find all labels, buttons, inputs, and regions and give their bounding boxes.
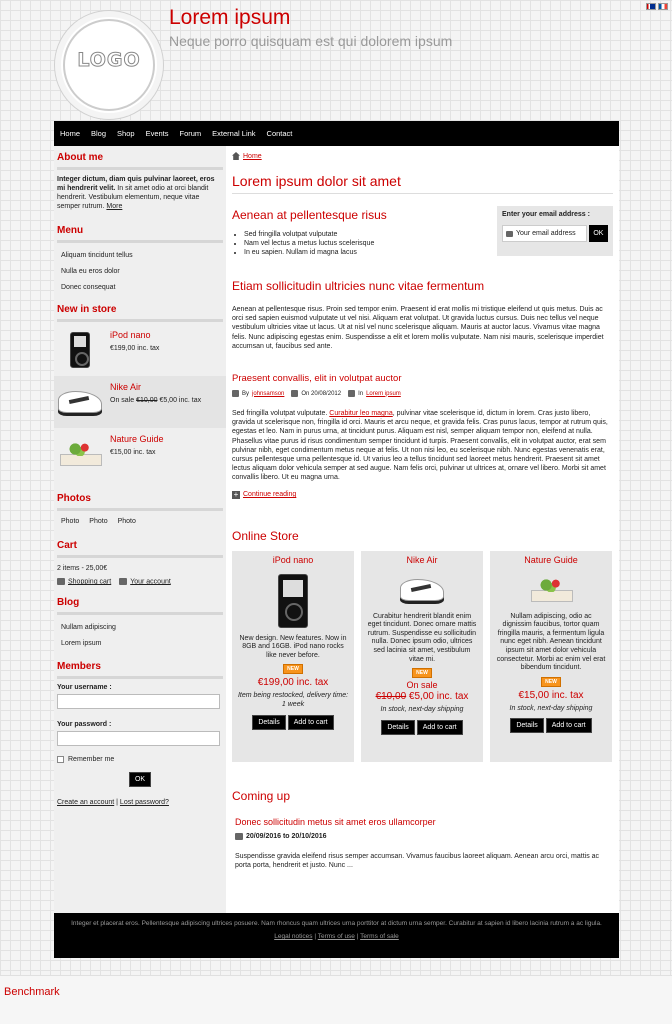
article-text (232, 409, 613, 483)
footer-text: Integer et placerat eros. Pellentesque adipiscing ultrices posuere. Nam rhoncus quam ultrices urna porttitor at dictum urna semper. Curabitur at sapien id libero lacinia rutrum a ac ligula. (71, 920, 602, 927)
product-description: New design. New features. Now in 8GB and 16GB. iPod nano rocks like never before. (239, 634, 347, 659)
new-in-store-block (54, 298, 226, 322)
product-name[interactable]: Nike Air (110, 382, 142, 392)
new-badge: NEW (541, 677, 561, 687)
add-to-cart-button[interactable]: Add to cart (546, 718, 592, 733)
add-to-cart-button[interactable]: Add to cart (417, 720, 463, 735)
home-icon (232, 152, 240, 160)
account-icon (119, 578, 127, 585)
login-ok-button[interactable]: OK (129, 772, 151, 787)
article-inline-link[interactable]: Curabitur leo magna (329, 410, 393, 418)
create-account-link[interactable]: Create an account (57, 799, 115, 807)
ipod-icon (278, 574, 308, 628)
blog-list (57, 620, 223, 652)
continue-reading-link[interactable]: Continue reading (243, 491, 297, 499)
site-logo[interactable] (54, 10, 164, 120)
details-button[interactable]: Details (252, 715, 285, 730)
article-text-rest: , pulvinar vitae scelerisque id, dictum in lorem. Cras justo libero, gravida ut scelerisque non, fringilla id orci. Mauris et arcu neque, et gravida felis. Cras purus lacus, tempor at rutrum quis, egestas et leo. Nam in purus urna, at tincidunt purus. Aliquam est nisl, semper aliquam tempor non, eleifend at nulla. Phasellus vitae purus id risus condimentum semper tincidunt id turpis. Praesent convallis, elit in volutpat auctor, erat sem pulvinar nibh, eget condimentum metus neque at felis. Ut non nisi leo, eu scelerisque nibh. Nunc egestas venenatis erat, cursus pellentesque urna pellentesque id. Ut varius leo a tellus tincidunt sed laoreet metus hendrerit. Praesent sit amet lectus aliquam dolor vehicula semper at sed augue. Nam felis orci, pulvinar ut ultrices at, ornare vel libero. Morbi sit amet convallis libero. Ut eu magna urna. (232, 410, 608, 482)
login-submit-wrap (57, 772, 223, 787)
bullet-item: • In eu sapien. Nullam id magna lacus (244, 248, 613, 257)
about-text (57, 175, 223, 211)
login-links (57, 799, 223, 806)
continue-reading (232, 491, 613, 499)
product-price (366, 691, 478, 702)
article-text-start: Sed fringilla volutpat vulputate. (232, 410, 330, 418)
product-name[interactable]: iPod nano (110, 330, 151, 340)
product-name[interactable]: Nature Guide (524, 554, 578, 565)
plus-icon: + (233, 489, 239, 499)
photos-heading: Photos (57, 487, 223, 511)
shoe-icon (400, 579, 444, 601)
nav-home[interactable]: Home (60, 129, 81, 138)
shoe-icon (58, 391, 102, 413)
menu-item[interactable]: Nulla eu eros dolor (61, 268, 120, 275)
site-tagline: Neque porro quisquam est qui dolorem ipsum (169, 33, 453, 49)
french-flag-icon[interactable] (658, 3, 668, 10)
remember-me-label: Remember me (68, 756, 115, 764)
photo-link[interactable]: Photo (89, 518, 108, 525)
ipod-image[interactable] (56, 327, 104, 373)
coming-up-title: Coming up (232, 788, 291, 803)
stock-status: In stock, next-day shipping (380, 706, 464, 714)
menu-list (57, 248, 223, 296)
product-description: Curabitur hendrerit blandit enim eget tincidunt. Donec ornare mattis rutrum. Suspendisse eu sollicitudin nulla. Donec ipsum odio, ultrices sed lacinia sit amet, vestibulum vitae mi. (367, 612, 477, 663)
bullet-item: • Nam vel lectus a metus luctus scelerisque (244, 239, 613, 248)
benchmark-bar (0, 975, 672, 1024)
menu-block (54, 219, 226, 296)
login-links-separator: | (114, 799, 120, 807)
new-in-store-heading: New in store (57, 298, 223, 322)
photo-link[interactable]: Photo (61, 518, 80, 525)
store-item-nature-guide[interactable] (54, 428, 226, 480)
about-more-link[interactable]: More (106, 203, 123, 210)
about-heading: About me (57, 146, 223, 170)
details-button[interactable]: Details (381, 720, 414, 735)
email-placeholder: Your email address (516, 230, 576, 237)
stock-status: Item being restocked, delivery time: 1 week (237, 692, 349, 709)
article-title[interactable]: Praesent convallis, elit in volutpat auctor (232, 373, 402, 385)
book-icon (529, 578, 573, 602)
blog-heading: Blog (57, 591, 223, 615)
article-category-link[interactable]: Lorem ipsum (366, 390, 401, 397)
sale-price: €5,00 inc. tax (157, 397, 202, 404)
site-title: Lorem ipsum (169, 6, 291, 29)
product-description: Nullam adipiscing, odio ac dignissim faucibus, tortor quam fringilla mauris, a fermentum ligula nunc eget nibh. Aenean tincidunt ipsum sit amet dolor vehicula consectetur. Morbi ac enim vel erat bibendum tincidunt. (496, 612, 606, 672)
photos-block (54, 487, 226, 527)
menu-item[interactable]: Donec consequat (61, 284, 116, 291)
article-author-link[interactable]: johnsamson (252, 390, 285, 397)
about-block (54, 146, 226, 211)
new-in-store-list (54, 324, 226, 480)
event-title[interactable]: Donec sollicitudin metus sit amet eros ullamcorper (235, 816, 436, 827)
benchmark-label[interactable]: Benchmark (4, 986, 60, 998)
on-sale-label: On sale (110, 397, 137, 404)
cart-heading: Cart (57, 534, 223, 558)
footer-links (54, 932, 619, 941)
menu-item[interactable]: Aliquam tincidunt tellus (61, 252, 133, 259)
calendar-icon (235, 833, 243, 840)
details-button[interactable]: Details (510, 718, 543, 733)
store-item-nike[interactable] (54, 376, 226, 428)
newsletter-form (502, 225, 608, 242)
store-card-nike (361, 551, 483, 762)
cart-block (54, 534, 226, 585)
page-body (54, 146, 619, 913)
article-date: On 20/08/2012 (301, 390, 342, 397)
remember-me (57, 756, 223, 763)
folder-icon (348, 390, 355, 397)
old-price: €10,00 (375, 691, 407, 703)
nature-guide-image[interactable] (56, 431, 104, 477)
main-navigation (54, 121, 619, 146)
nav-forum[interactable]: Forum (179, 129, 202, 138)
legal-notices-link[interactable]: Legal notices (274, 933, 313, 940)
stock-status: In stock, next-day shipping (509, 704, 593, 712)
book-icon (58, 442, 102, 466)
product-price: €15,00 inc. tax (110, 449, 156, 456)
event-date-text: 20/09/2016 to 20/10/2016 (246, 832, 327, 840)
new-badge: NEW (283, 664, 303, 674)
old-price: €10,00 (136, 397, 158, 404)
section-title: Etiam sollicitudin ultricies nunc vitae fermentum (232, 279, 485, 293)
article-in: In (358, 390, 364, 397)
terms-of-sale-link[interactable]: Terms of sale (360, 933, 399, 940)
nav-blog[interactable]: Blog (91, 129, 107, 138)
article-meta (232, 390, 613, 397)
blog-block (54, 591, 226, 652)
author-icon (232, 390, 239, 397)
main-content (226, 146, 619, 913)
bullet-item: • Sed fringilla volutpat vulputate (244, 230, 613, 239)
username-label: Your username : (57, 684, 112, 692)
members-heading: Members (57, 655, 223, 679)
new-badge: NEW (412, 668, 432, 678)
nature-guide-image[interactable] (495, 569, 607, 611)
photo-link[interactable]: Photo (117, 518, 136, 525)
store-card-ipod (232, 551, 354, 762)
product-actions (366, 720, 478, 735)
store-grid (232, 551, 613, 762)
photos-list (57, 516, 223, 527)
breadcrumb-home-link[interactable]: Home (243, 152, 262, 160)
page-title: Lorem ipsum dolor sit amet (232, 173, 613, 194)
footer-separator: | (312, 933, 318, 940)
store-card-nature-guide (490, 551, 612, 762)
product-price: €199,00 inc. tax (257, 677, 329, 689)
language-switcher (646, 3, 668, 10)
lost-password-link[interactable]: Lost password? (119, 799, 169, 807)
site-footer (54, 913, 619, 958)
section-text: Aenean at pellentesque risus. Proin sed tempor enim. Praesent id erat mollis mi tristique eleifend ut quis metus. Duis ac orci sed sapien euismod vulputate ut vel nisi. Aliquam erat volutpat. Ut gravida luctus cursus. Duis nec tellus vel neque vestibulum ultricies vitae ut lacus. Ut at nisl vel nunc scelerisque aliquam. Mauris at auctor lacus. Vivamus vitae magna felis. Nunc adipiscing egestas enim. Suspendisse a elit et lorem mollis vulputate. Nam nisi mauris, scelerisque imperdiet accumsan ut, faucibus sed ante. (232, 306, 604, 350)
article-by: By (242, 390, 250, 397)
add-to-cart-button[interactable]: Add to cart (288, 715, 334, 730)
email-input[interactable] (502, 225, 587, 242)
cart-links (57, 578, 223, 585)
calendar-icon (291, 390, 298, 397)
product-name[interactable]: Nature Guide (110, 434, 164, 444)
on-sale-label: On sale (406, 680, 438, 691)
cart-icon (57, 578, 65, 585)
section-title: Aenean at pellentesque risus (232, 208, 387, 222)
newsletter-ok-button[interactable]: OK (589, 225, 608, 242)
blog-item[interactable]: Nullam adipiscing (61, 624, 116, 632)
terms-of-use-link[interactable]: Terms of use (317, 933, 355, 940)
ipod-image[interactable] (237, 569, 349, 633)
logo-text: LOGO (77, 49, 141, 71)
ipod-icon (70, 332, 90, 368)
sidebar (54, 146, 226, 913)
newsletter-label: Enter your email address : (502, 211, 590, 218)
store-item-ipod[interactable] (54, 324, 226, 376)
shopping-cart-link[interactable]: Shopping cart (68, 578, 112, 586)
password-label: Your password : (57, 721, 112, 729)
footer-separator: | (354, 933, 361, 940)
about-body: In sit amet odio at orci blandit hendrerit. Vestibulum elementum, neque vitae semper rutrum. (57, 185, 209, 210)
newsletter-box (497, 206, 613, 256)
event-text: Suspendisse gravida eleifend risus semper accumsan. Vivamus faucibus laoreet aliquam. Aenean arcu orci, mattis ac porta porta, hendrerit et justo. Nunc ... (235, 852, 600, 869)
english-flag-icon[interactable] (646, 3, 656, 10)
product-price: €199,00 inc. tax (110, 345, 160, 352)
nav-events[interactable]: Events (145, 129, 169, 138)
cart-summary: 2 items - 25,00€ (57, 565, 108, 572)
password-input[interactable] (57, 731, 220, 746)
event-date (235, 833, 613, 840)
email-icon (506, 231, 513, 237)
nav-external-link[interactable]: External Link (212, 129, 256, 138)
nike-image[interactable] (366, 569, 478, 611)
remember-me-checkbox[interactable] (57, 756, 64, 763)
product-price: €15,00 inc. tax (518, 689, 584, 701)
product-actions (237, 715, 349, 730)
store-title: Online Store (232, 528, 299, 543)
members-block (54, 655, 226, 806)
nav-shop[interactable]: Shop (117, 129, 135, 138)
username-input[interactable] (57, 694, 220, 709)
about-bold: Integer dictum, diam quis pulvinar laoreet, eros mi hendrerit velit. (57, 176, 215, 192)
menu-heading: Menu (57, 219, 223, 243)
product-price (110, 397, 201, 404)
breadcrumb (232, 152, 613, 160)
product-name[interactable]: iPod nano (272, 554, 314, 565)
blog-item[interactable]: Lorem ipsum (61, 640, 102, 648)
nike-image[interactable] (56, 379, 104, 425)
nav-contact[interactable]: Contact (266, 129, 293, 138)
sale-price: €5,00 inc. tax (406, 691, 469, 703)
product-name[interactable]: Nike Air (406, 554, 438, 565)
product-actions (495, 718, 607, 733)
your-account-link[interactable]: Your account (130, 578, 171, 586)
